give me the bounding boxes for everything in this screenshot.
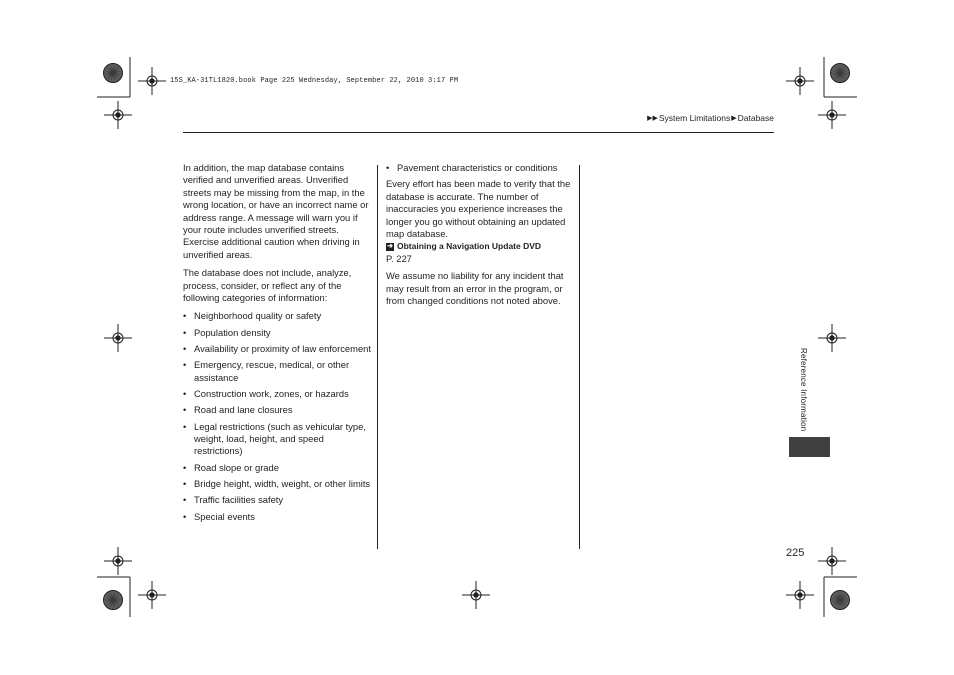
- list-item: • Construction work, zones, or hazards: [183, 388, 371, 400]
- registration-mark-icon: [818, 547, 846, 575]
- paragraph: The database does not include, analyze, process, consider, or reflect any of the following categories of information:: [183, 267, 352, 304]
- list-item: • Special events: [183, 511, 371, 523]
- calibration-dial-icon: [104, 64, 123, 83]
- registration-mark-icon: [786, 581, 814, 609]
- registration-mark-icon: [138, 581, 166, 609]
- breadcrumb-topic: Database: [737, 113, 774, 123]
- registration-mark-icon: [138, 67, 166, 95]
- paragraph: In addition, the map database contains verified and unverified areas. Unverified streets may be missing from the map, in the wrong location, or have an incorrect name or address range. A message will warn you if your route includes unverified streets. Exercise additional caution when driving in unverified areas.: [183, 162, 369, 260]
- registration-mark-icon: [818, 101, 846, 129]
- list-item: • Population density: [183, 327, 371, 339]
- registration-mark-icon: [104, 547, 132, 575]
- list-item: • Road slope or grade: [183, 462, 371, 474]
- paragraph: We assume no liability for any incident that may result from an error in the program, or from changed conditions not noted above.: [386, 270, 564, 306]
- list-item: • Traffic facilities safety: [183, 494, 371, 506]
- list-item: • Emergency, rescue, medical, or other assistance: [183, 359, 371, 384]
- cross-reference-arrow-icon: ➔: [387, 242, 393, 250]
- breadcrumb-arrow-icon: ▶: [731, 115, 737, 122]
- list-item: • Availability or proximity of law enforcement: [183, 343, 371, 355]
- breadcrumb-arrow-icon: ▶▶: [647, 115, 658, 122]
- page-number: 225: [786, 547, 805, 559]
- registration-mark-icon: [462, 581, 490, 609]
- calibration-dial-icon: [831, 591, 850, 610]
- cross-reference-page[interactable]: P. 227: [386, 252, 412, 264]
- list-item: • Road and lane closures: [183, 404, 371, 416]
- registration-mark-icon: [104, 101, 132, 129]
- registration-mark-icon: [818, 324, 846, 352]
- section-side-label: Reference Information: [799, 348, 808, 432]
- breadcrumb-section: System Limitations: [658, 113, 731, 123]
- list-item: • Legal restrictions (such as vehicular type, weight, load, height, and speed restrictions): [183, 421, 371, 458]
- cross-reference-title: Obtaining a Navigation Update DVD: [397, 241, 542, 252]
- list-item: • Bridge height, width, weight, or other limits: [183, 478, 371, 490]
- registration-mark-icon: [104, 324, 132, 352]
- list-item: • Pavement characteristics or conditions: [386, 162, 574, 174]
- registration-mark-icon: [786, 67, 814, 95]
- calibration-dial-icon: [104, 591, 123, 610]
- file-header: 15S_KA-31TL1820.book Page 225 Wednesday, September 22, 2010 3:17 PM: [170, 77, 459, 85]
- list-item: • Neighborhood quality or safety: [183, 310, 371, 322]
- calibration-dial-icon: [831, 64, 850, 83]
- paragraph: Every effort has been made to verify that the database is accurate. The number of inaccuracies you experience increases the longer you go without obtaining an updated map database.: [386, 178, 571, 239]
